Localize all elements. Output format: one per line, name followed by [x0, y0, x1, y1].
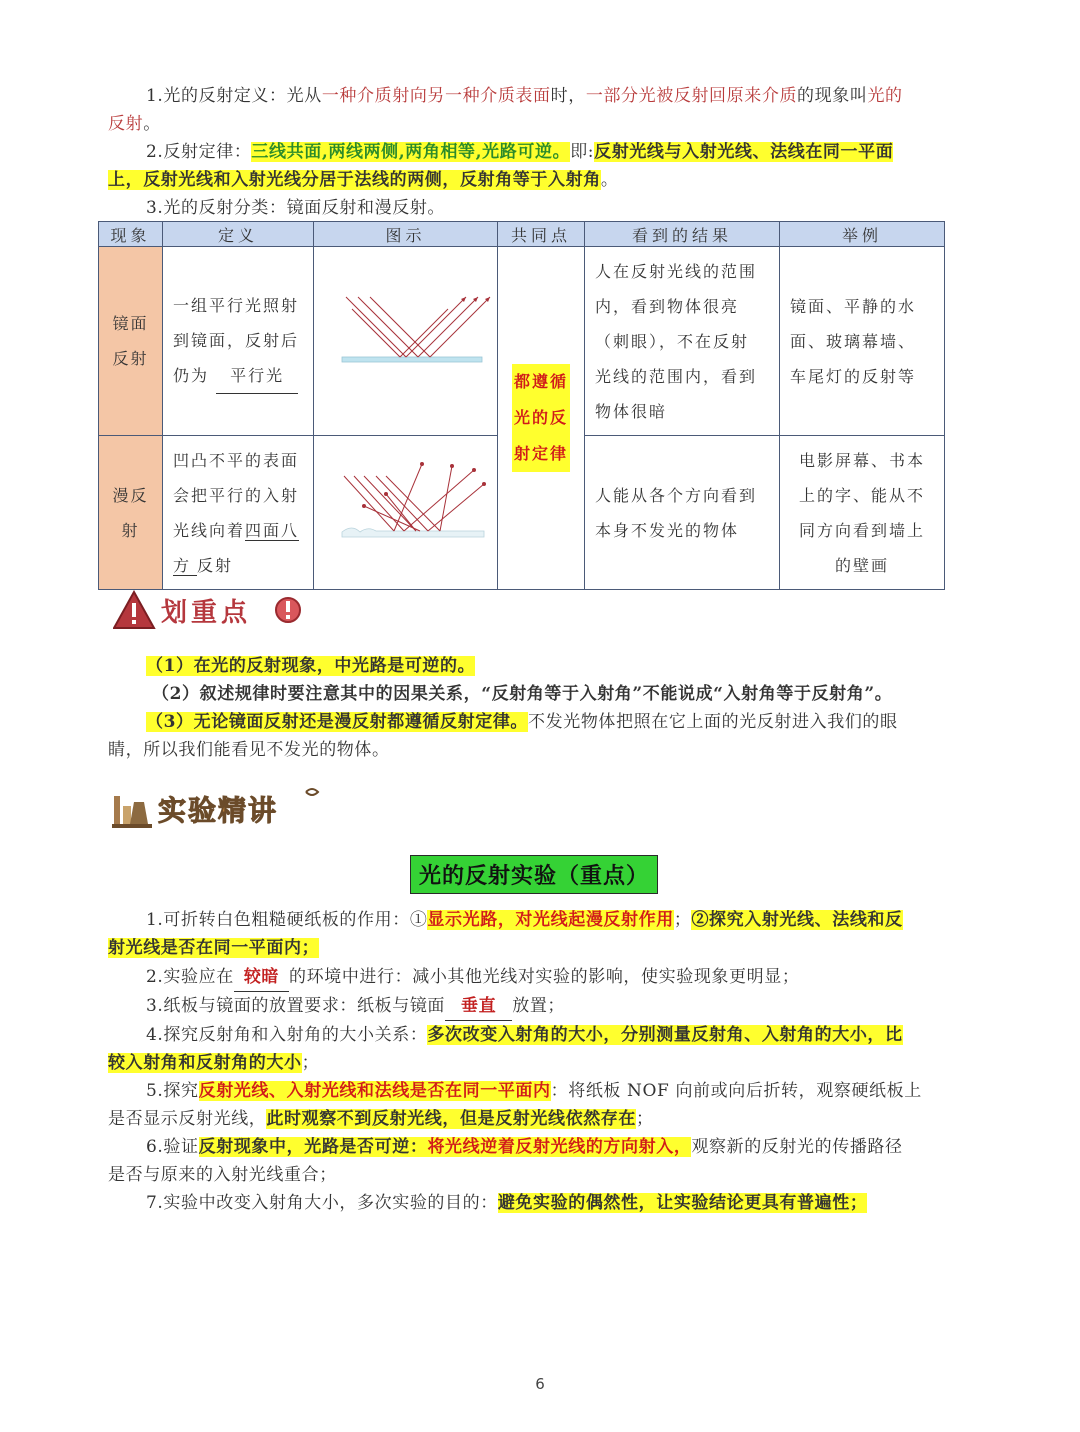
red-text: 反射	[108, 114, 144, 134]
classification-text: 3.光的反射分类：镜面反射和漫反射。	[146, 198, 446, 218]
highlight-red: 将光线逆着反射光线的方向射入，	[427, 1137, 692, 1157]
specular-reflection-diagram	[324, 247, 508, 423]
result-cell: 人在反射光线的范围 内，看到物体很亮 （刺眼），不在反射 光线的范围内，看到 物体很暗	[585, 247, 780, 436]
text: 1.光的反射定义：光从	[146, 86, 322, 106]
text: 2.反射定律：	[146, 142, 252, 162]
highlight-red: 显示光路，对光线起漫反射作用	[427, 910, 674, 930]
highlight: 避免实验的偶然性，让实验结论更具有普遍性；	[497, 1193, 868, 1213]
header-cell: 举例	[780, 222, 945, 247]
answer-blank: 较暗	[234, 963, 289, 992]
definition-cell: 凹凸不平的表面 会把平行的入射 光线向着四面八 方 反射	[163, 436, 314, 590]
figure-cell	[314, 247, 498, 436]
answer-blank: 垂直	[445, 992, 512, 1021]
highlight: ②探究入射光线、法线和反	[691, 910, 903, 930]
reflection-table	[98, 221, 945, 590]
header-cell: 定义	[163, 222, 314, 247]
highlight-red: 反射光线、入射光线和法线是否在同一平面内	[198, 1081, 551, 1101]
text: 观察新的反射光的传播路径	[691, 1137, 903, 1157]
text: ：将纸板 NOF 向前或向后折转，观察硬纸板上	[550, 1081, 922, 1101]
highlight: 反射光线与入射光线、法线在同一平面	[594, 142, 894, 162]
page-number: 6	[535, 1375, 545, 1393]
text: 6.验证	[146, 1137, 199, 1157]
header-cell: 现象	[99, 222, 163, 247]
figure-cell	[314, 436, 498, 590]
key-point-1: （1）在光的反射现象，中光路是可逆的。	[146, 656, 476, 676]
text: 的现象叫	[797, 86, 868, 106]
answer-blank: 方	[173, 556, 197, 576]
text: 的环境中进行：减小其他光线对实验的影响，使实验现象更明显；	[289, 967, 800, 987]
text: 3.纸板与镜面的放置要求：纸板与镜面	[146, 996, 446, 1016]
header-cell: 共同点	[498, 222, 585, 247]
text: 1.可折转白色粗糙硬纸板的作用：①	[146, 910, 428, 930]
definition-cell: 一组平行光照射 到镜面，反射后 仍为 平行光	[163, 247, 314, 436]
text: 不发光物体把照在它上面的光反射进入我们的眼	[528, 712, 898, 732]
text: 是否显示反射光线，	[108, 1109, 267, 1129]
common-point-cell: 都遵循 光的反 射定律	[498, 247, 585, 590]
law-paragraph	[108, 138, 974, 194]
phenomenon-cell: 漫反 射	[99, 436, 163, 590]
key-points	[108, 652, 974, 764]
text: 即:	[570, 142, 595, 162]
highlight: 上，反射光线和入射光线分居于法线的两侧，反射角等于入射角	[108, 170, 601, 190]
text: 是否与原来的入射光线重合；	[108, 1165, 337, 1185]
highlight-green: 三线共面,两线两侧,两角相等,光路可逆。	[251, 142, 571, 162]
lab-flask-icon	[112, 796, 152, 828]
classification-paragraph	[108, 194, 974, 222]
diffuse-reflection-diagram	[324, 436, 508, 577]
example-cell: 电影屏幕、书本 上的字、能从不 同方向看到墙上 的壁画	[780, 436, 945, 590]
text: 2.实验应在	[146, 967, 234, 987]
definition-paragraph	[108, 82, 974, 138]
key-points-title: 划重点	[161, 598, 252, 628]
text: ；	[673, 910, 692, 930]
highlight: 射光线是否在同一平面内；	[108, 938, 320, 958]
text: ；	[636, 1109, 654, 1129]
red-text: 光的	[867, 86, 903, 106]
highlight: 较入射角和反射角的大小	[108, 1053, 302, 1073]
red-text: 一种介质射向另一种介质表面	[321, 86, 551, 106]
key-points-banner	[113, 590, 313, 632]
text: 5.探究	[146, 1081, 199, 1101]
highlight: 此时观察不到反射光线，但是反射光线依然存在	[266, 1109, 637, 1129]
text: 7.实验中改变入射角大小，多次实验的目的：	[146, 1193, 498, 1213]
header-cell: 看到的结果	[585, 222, 780, 247]
phenomenon-cell: 镜面 反射	[99, 247, 163, 436]
highlight: 反射现象中，光路是否可逆：	[198, 1137, 428, 1157]
key-point-2: （2）叙述规律时要注意其中的因果关系，“反射角等于入射角”不能说成“入射角等于反射角”。	[152, 684, 893, 704]
experiment-box-title: 光的反射实验（重点）	[410, 855, 658, 894]
text: 睛，所以我们能看见不发光的物体。	[108, 740, 390, 760]
table-row	[99, 247, 945, 436]
answer-blank: 平行光	[216, 358, 298, 394]
text: 放置；	[512, 996, 566, 1016]
key-point-3: （3）无论镜面反射还是漫反射都遵循反射定律。	[146, 712, 529, 732]
highlight: 多次改变入射角的大小，分别测量反射角、入射角的大小，比	[427, 1025, 903, 1045]
header-cell: 图示	[314, 222, 498, 247]
key-points-heading	[113, 590, 313, 636]
experiment-banner	[108, 782, 328, 834]
text: 。	[143, 114, 161, 134]
red-text: 一部分光被反射回原来介质	[585, 86, 798, 106]
table-header-row	[99, 222, 945, 247]
text: ；	[301, 1053, 320, 1073]
text: 。	[600, 170, 619, 190]
answer-blank: 四面八	[245, 520, 300, 540]
text: 4.探究反射角和入射角的大小关系：	[146, 1025, 428, 1045]
experiment-heading	[108, 782, 328, 838]
result-cell: 人能从各个方向看到 本身不发光的物体	[585, 436, 780, 590]
example-cell: 镜面、平静的水 面、玻璃幕墙、 车尾灯的反射等	[780, 247, 945, 436]
text: 时，	[550, 86, 586, 106]
experiment-title: 实验精讲	[158, 794, 279, 827]
experiment-points	[108, 906, 974, 1217]
